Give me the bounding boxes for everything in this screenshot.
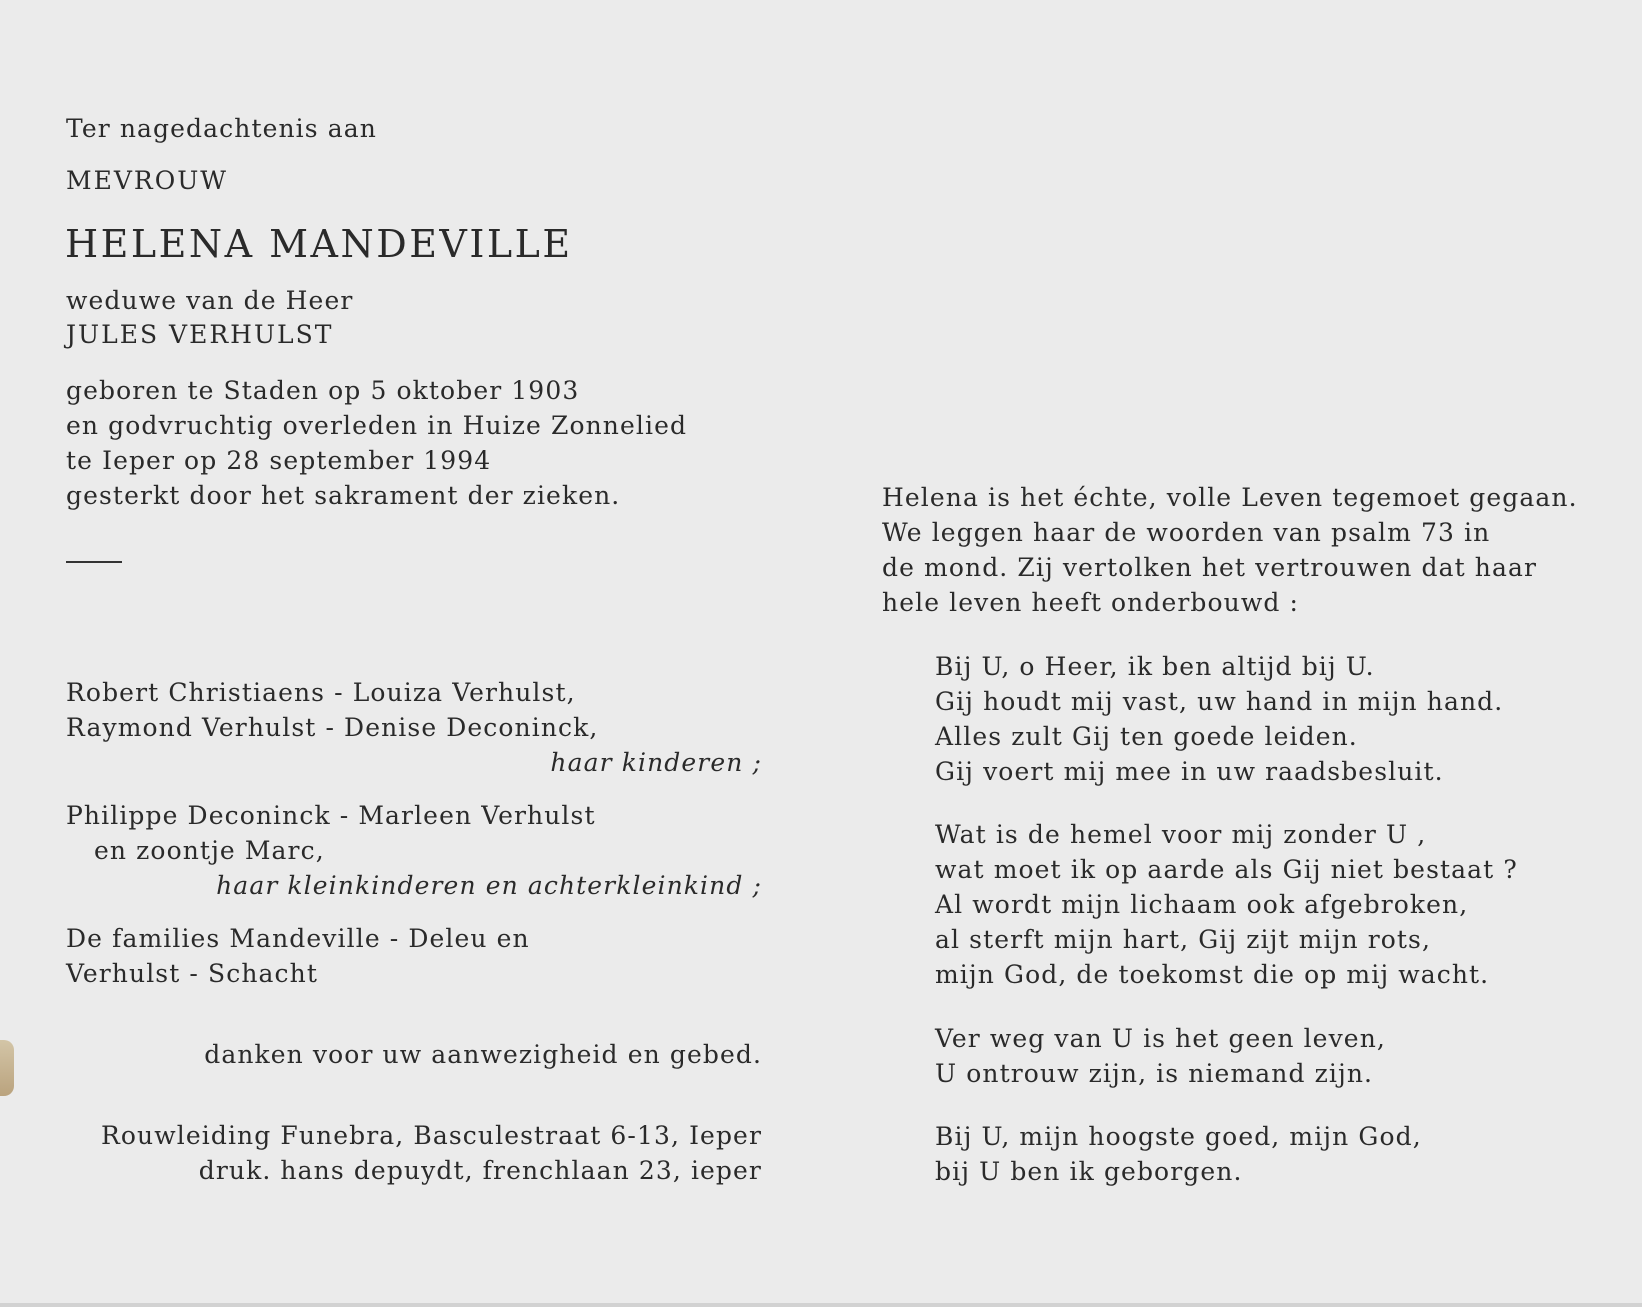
intro-text-line: de mond. Zij vertolken het vertrouwen dat haar [882,553,1538,582]
divider [66,561,122,563]
children-label: haar kinderen ; [550,748,762,777]
psalm-line: bij U ben ik geborgen. [935,1157,1243,1186]
grandchildren-label: haar kleinkinderen en achterkleinkind ; [216,871,762,900]
psalm-line: Gij houdt mij vast, uw hand in mijn hand. [935,687,1504,716]
funeral-director: Rouwleiding Funebra, Basculestraat 6-13, Ieper [100,1121,762,1150]
psalm-line: Al wordt mijn lichaam ook afgebroken, [935,890,1469,919]
grandchildren-line: Philippe Deconinck - Marleen Verhulst [66,801,596,830]
psalm-line: mijn God, de toekomst die op mij wacht. [935,960,1490,989]
psalm-line: al sterft mijn hart, Gij zijt mijn rots, [935,925,1432,954]
intro-line: Ter nagedachtenis aan [66,114,377,143]
widow-line: weduwe van de Heer [66,286,354,315]
printer: druk. hans depuydt, frenchlaan 23, ieper [198,1156,762,1185]
children-line: Robert Christiaens - Louiza Verhulst, [66,678,576,707]
psalm-line: Alles zult Gij ten goede leiden. [935,722,1358,751]
psalm-line: U ontrouw zijn, is niemand zijn. [935,1059,1374,1088]
intro-text-line: hele leven heeft onderbouwd : [882,588,1300,617]
deceased-name: HELENA MANDEVILLE [65,222,573,266]
bio-line: geboren te Staden op 5 oktober 1903 [66,376,580,405]
intro-text-line: Helena is het échte, volle Leven tegemoet gegaan. [882,483,1578,512]
psalm-line: Gij voert mij mee in uw raadsbesluit. [935,757,1444,786]
children-line: Raymond Verhulst - Denise Deconinck, [66,713,599,742]
psalm-line: Bij U, o Heer, ik ben altijd bij U. [935,652,1375,681]
bio-line: te Ieper op 28 september 1994 [66,446,492,475]
title-mevrouw: MEVROUW [66,166,228,195]
grandchildren-line: en zoontje Marc, [94,836,325,865]
husband-name: JULES VERHULST [66,320,334,349]
psalm-line: wat moet ik op aarde als Gij niet bestaat ? [935,855,1518,884]
bio-line: gesterkt door het sakrament der zieken. [66,481,621,510]
psalm-line: Bij U, mijn hoogste goed, mijn God, [935,1122,1422,1151]
families-line: Verhulst - Schacht [66,959,319,988]
psalm-line: Ver weg van U is het geen leven, [935,1024,1386,1053]
paper-stain [0,1040,14,1096]
psalm-line: Wat is de hemel voor mij zonder U , [935,820,1427,849]
bio-line: en godvruchtig overleden in Huize Zonnelied [66,411,688,440]
intro-text-line: We leggen haar de woorden van psalm 73 in [882,518,1491,547]
thanks-line: danken voor uw aanwezigheid en gebed. [204,1040,762,1069]
families-line: De families Mandeville - Deleu en [66,924,530,953]
